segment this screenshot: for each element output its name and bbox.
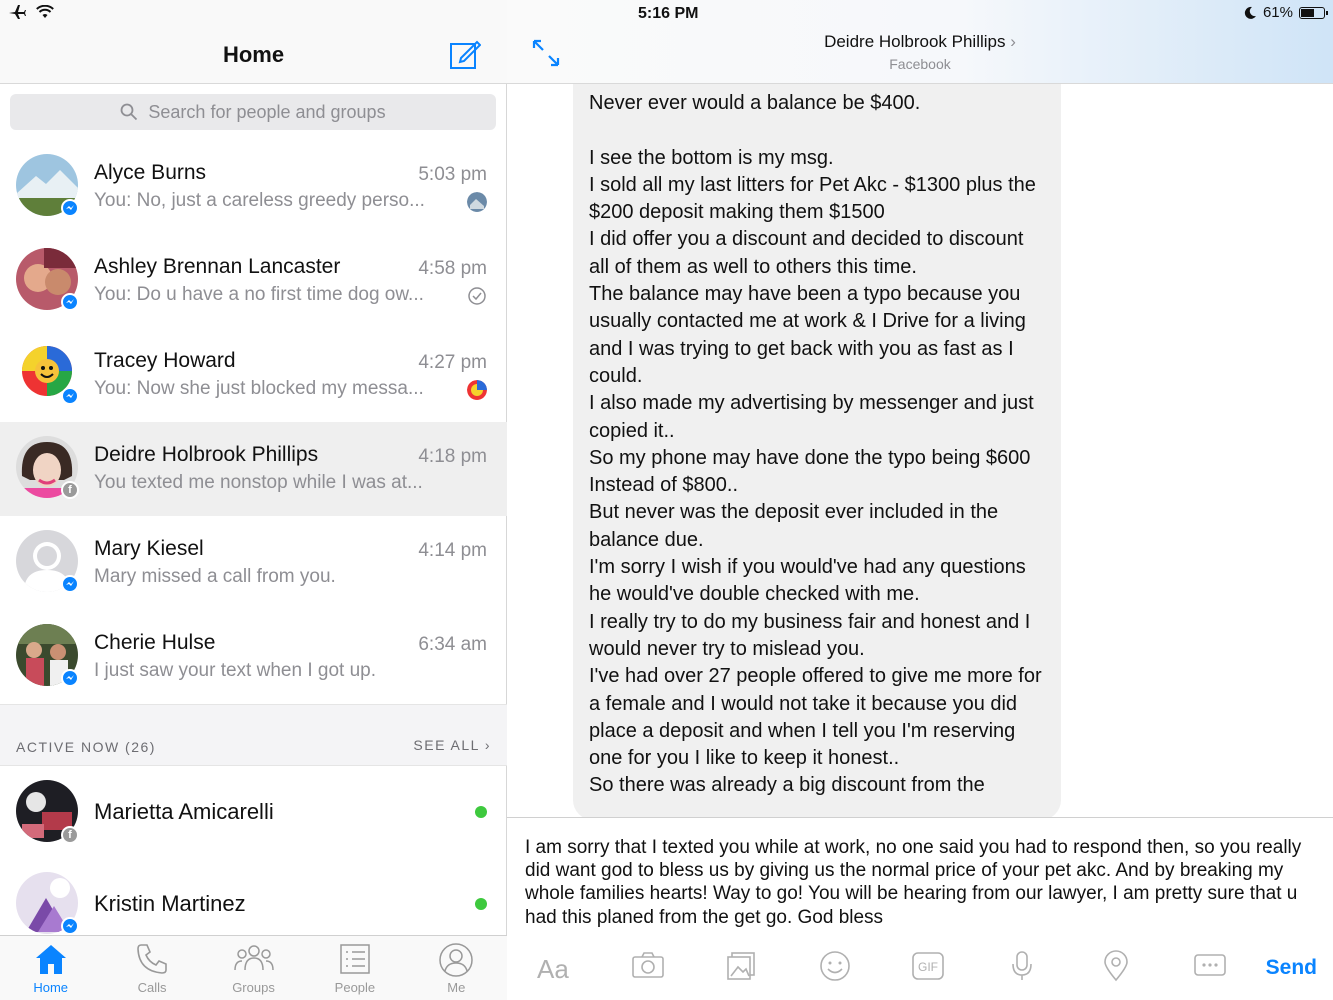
status-bar <box>0 0 1333 28</box>
conversation-item[interactable] <box>0 422 507 516</box>
conversation-item[interactable] <box>0 516 507 610</box>
active-contact[interactable] <box>0 766 507 858</box>
messenger-badge-icon <box>61 387 79 405</box>
message-text: Never ever would a balance be $400. I see the bottom is my msg. I sold all my last litters for Pet Akc - $1300 plus the $200 deposit making them $1500 I did offer you a discount and decided to discount all of them as well to others this time. The balance may have been a typo because you usually contacted me at work & I Drive for a living and I was trying to get back with you as fast as I could. I also made my advertising by messenger and just copied it.. So my phone may have done the typo being $600 Instead of $800.. But never was the deposit ever included in the balance due. I'm sorry I wish if you would've had any questions he would've double checked with me. I really try to do my business fair and honest and I would never try to mislead you. I've had over 27 people offered to give me more for a female and I would not take it because you did place a deposit and when I tell you I'm reserving one for you I like to keep it honest.. So there was already a big discount from the <box>589 92 1042 797</box>
conversation-name: Cherie Hulse <box>94 631 216 654</box>
conversation-time: 6:34 am <box>418 634 487 655</box>
wifi-icon <box>36 5 54 19</box>
search-input[interactable] <box>10 94 496 130</box>
conversation-name: Ashley Brennan Lancaster <box>94 255 341 278</box>
message-composer <box>507 817 1333 1000</box>
emoji-icon[interactable] <box>819 950 851 982</box>
active-contact-name: Kristin Martinez <box>94 891 246 916</box>
conversation-preview: You texted me nonstop while I was at... <box>94 472 423 493</box>
conversation-preview: I just saw your text when I got up. <box>94 660 376 681</box>
chat-source: Facebook <box>889 56 951 72</box>
conversation-item[interactable] <box>0 140 507 234</box>
conversation-time: 4:27 pm <box>418 352 487 373</box>
online-indicator <box>475 806 487 818</box>
active-contact-name: Marietta Amicarelli <box>94 799 274 824</box>
tab-label: Home <box>33 980 69 995</box>
more-options-icon[interactable] <box>1193 950 1227 980</box>
messenger-badge-icon <box>61 575 79 593</box>
chevron-right-icon: › <box>1010 32 1016 51</box>
conversation-name: Mary Kiesel <box>94 537 204 560</box>
tab-groups[interactable] <box>203 936 304 1000</box>
compose-icon[interactable] <box>449 38 481 70</box>
conversation-item[interactable] <box>0 234 507 328</box>
location-icon[interactable] <box>1103 950 1129 982</box>
chat-contact-title[interactable] <box>507 32 1333 52</box>
gif-icon[interactable] <box>911 950 945 982</box>
microphone-icon[interactable] <box>1011 950 1033 982</box>
profile-icon <box>438 942 474 978</box>
message-input[interactable]: I am sorry that I texted you while at work, no one said you had to respond then, so you really did want god to bless us by giving us the normal price of your pet akc. And by breaking my whole families hearts! Way to go! You will be hearing from our lawyer, I am pretty sure that u had this planed from the get go. God bless <box>525 837 1302 928</box>
active-now-label: ACTIVE NOW (26) <box>16 739 156 755</box>
conversation-time: 4:14 pm <box>418 540 487 561</box>
conversation-preview: Mary missed a call from you. <box>94 566 336 587</box>
search-icon <box>120 103 138 121</box>
tab-label: Groups <box>232 980 275 995</box>
tab-label: Calls <box>137 980 167 995</box>
send-button[interactable]: Send <box>1265 956 1317 979</box>
search-placeholder: Search for people and groups <box>148 101 386 122</box>
active-now-header <box>0 704 507 766</box>
messenger-badge-icon <box>61 293 79 311</box>
conversation-preview: You: No, just a careless greedy perso... <box>94 190 425 211</box>
sent-check-icon <box>467 286 487 306</box>
phone-icon <box>135 942 169 976</box>
conversation-time: 4:18 pm <box>418 446 487 467</box>
conversation-pane <box>0 0 507 1000</box>
seen-avatar-icon <box>467 192 487 212</box>
composer-toolbar <box>507 950 1333 990</box>
gallery-icon[interactable] <box>725 950 757 982</box>
conversation-item[interactable] <box>0 610 507 704</box>
text-style-button[interactable]: Aa <box>537 954 569 984</box>
online-indicator <box>475 898 487 910</box>
moon-icon <box>1243 6 1257 20</box>
message-thread[interactable] <box>507 84 1333 817</box>
seen-avatar-icon <box>467 380 487 400</box>
conversation-preview: You: Do u have a no first time dog ow... <box>94 284 424 305</box>
conversation-list <box>0 140 507 704</box>
conversation-name: Deidre Holbrook Phillips <box>94 443 319 466</box>
people-list-icon <box>338 942 372 976</box>
svg-text:GIF: GIF <box>918 960 938 974</box>
see-all-label: SEE ALL <box>413 737 480 753</box>
tab-me[interactable] <box>406 936 507 1000</box>
see-all-link[interactable] <box>413 737 491 753</box>
camera-icon[interactable] <box>631 950 665 980</box>
messenger-badge-icon <box>61 199 79 217</box>
message-bubble <box>573 84 1061 817</box>
tab-label: Me <box>447 980 466 995</box>
groups-icon <box>232 942 276 976</box>
conversation-name: Alyce Burns <box>94 161 207 184</box>
status-right <box>1243 4 1325 21</box>
page-title: Home <box>222 42 285 67</box>
tab-people[interactable] <box>304 936 405 1000</box>
battery-percent: 61% <box>1262 4 1293 21</box>
status-time: 5:16 PM <box>638 5 699 22</box>
conversation-preview: You: Now she just blocked my messa... <box>94 378 424 399</box>
chevron-right-icon: › <box>484 737 491 753</box>
conversation-time: 4:58 pm <box>418 258 487 279</box>
conversation-time: 5:03 pm <box>418 164 487 185</box>
home-icon <box>33 942 69 976</box>
tab-home[interactable] <box>0 936 101 1000</box>
messenger-badge-icon <box>61 669 79 687</box>
battery-icon <box>1299 7 1325 19</box>
status-left <box>8 4 54 20</box>
facebook-badge-icon: f <box>61 481 79 499</box>
contact-name: Deidre Holbrook Phillips <box>824 32 1006 51</box>
tab-bar <box>0 935 507 1000</box>
conversation-item[interactable] <box>0 328 507 422</box>
tab-calls[interactable] <box>101 936 202 1000</box>
chat-pane <box>507 0 1333 1000</box>
tab-label: People <box>334 980 376 995</box>
facebook-badge-icon: f <box>61 826 79 844</box>
messenger-badge-icon <box>61 917 79 935</box>
airplane-mode-icon <box>8 4 26 20</box>
conversation-name: Tracey Howard <box>94 349 236 372</box>
